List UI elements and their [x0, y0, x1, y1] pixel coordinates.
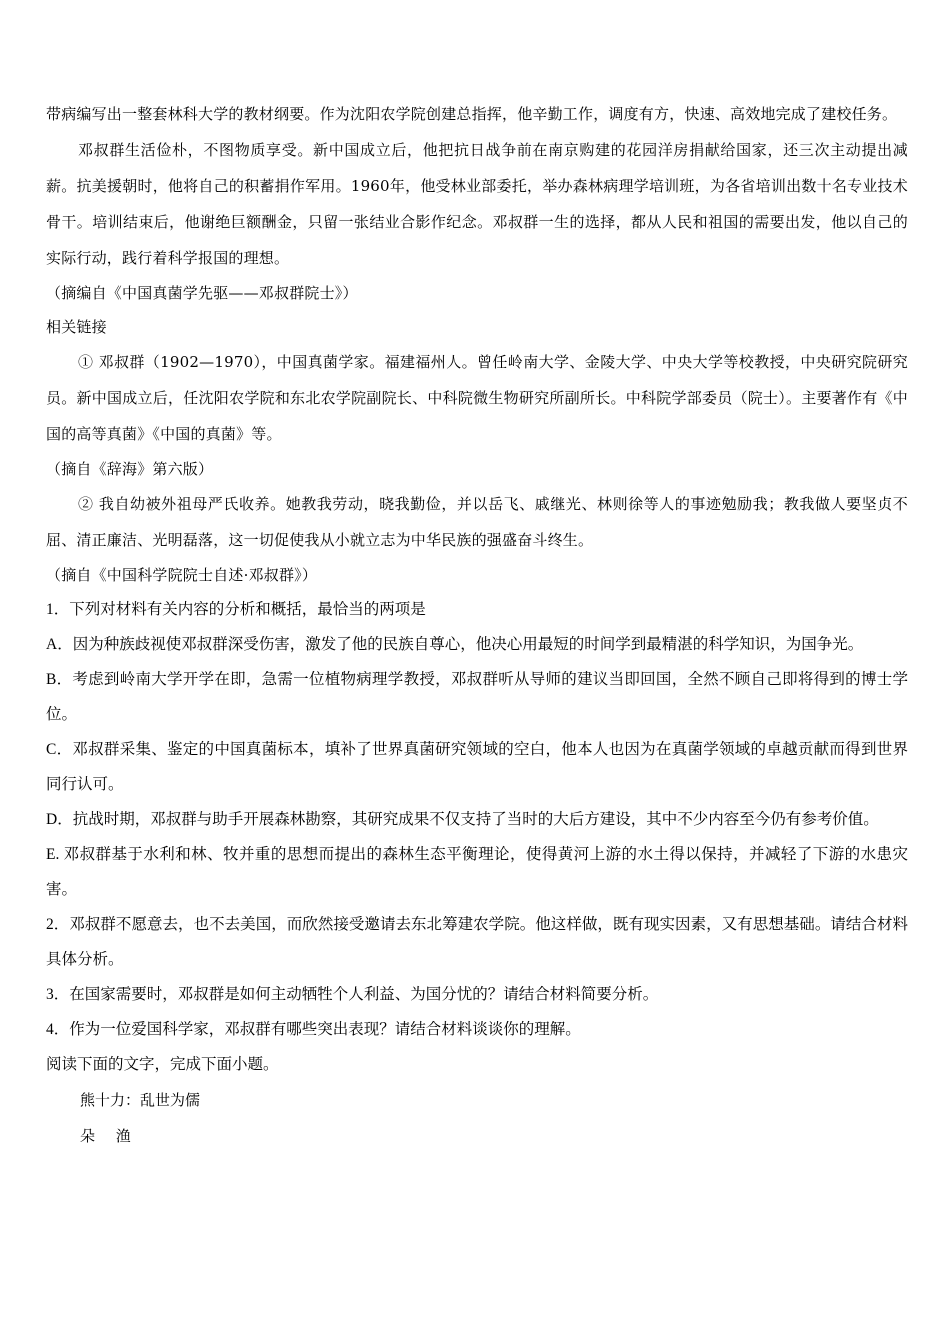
question-3: 3．在国家需要时，邓叔群是如何主动牺牲个人利益、为国分忧的？请结合材料简要分析。	[46, 986, 659, 1003]
reading-author: 朵 渔	[80, 1127, 139, 1145]
question-1-option-c: C．邓叔群采集、鉴定的中国真菌标本，填补了世界真菌研究领域的空白，他本人也因为在真菌学领域的卓越贡献而得到世界同行认可。	[46, 741, 908, 793]
question-1-option-a: A．因为种族歧视使邓叔群深受伤害，激发了他的民族自尊心，他决心用最短的时间学到最精湛的科学知识，为国争光。	[46, 636, 864, 653]
question-4: 4．作为一位爱国科学家，邓叔群有哪些突出表现？请结合材料谈谈你的理解。	[46, 1021, 581, 1038]
question-2: 2．邓叔群不愿意去，也不去美国，而欣然接受邀请去东北筹建农学院。他这样做，既有现实因素，又有思想基础。请结合材料具体分析。	[46, 916, 908, 968]
related-link-1: ① 邓叔群（1902—1970），中国真菌学家。福建福州人。曾任岭南大学、金陵大学、中央大学等校教授，中央研究院研究员。新中国成立后，任沈阳农学院和东北农学院副院长、中科院微生物研究所副所长。中科院学部委员（院士）。主要著作有《中国的高等真菌》《中国的真菌》等。	[46, 353, 908, 443]
reading-instruction: 阅读下面的文字，完成下面小题。	[46, 1056, 279, 1073]
reading-title: 熊十力：乱世为儒	[80, 1091, 201, 1109]
question-1: 1．下列对材料有关内容的分析和概括，最恰当的两项是	[46, 601, 426, 618]
related-link-1-source: （摘自《辞海》第六版）	[46, 460, 214, 478]
related-link-2: ② 我自幼被外祖母严氏收养。她教我劳动，晓我勤俭，并以岳飞、戚继光、林则徐等人的事迹勉励我；教我做人要坚贞不屈、清正廉洁、光明磊落，这一切促使我从小就立志为中华民族的强盛奋斗终生。	[46, 495, 908, 549]
article-source: （摘编自《中国真菌学先驱——邓叔群院士》）	[46, 284, 358, 302]
related-link-2-source: （摘自《中国科学院院士自述·邓叔群》）	[46, 566, 318, 584]
question-1-option-d: D．抗战时期，邓叔群与助手开展森林勘察，其研究成果不仅支持了当时的大后方建设，其中不少内容至今仍有参考价值。	[46, 811, 879, 828]
article-paragraph-1: 带病编写出一整套林科大学的教材纲要。作为沈阳农学院创建总指挥，他辛勤工作，调度有方，快速、高效地完成了建校任务。	[46, 105, 898, 123]
question-1-option-b: B．考虑到岭南大学开学在即，急需一位植物病理学教授，邓叔群听从导师的建议当即回国，全然不顾自己即将得到的博士学位。	[46, 671, 908, 723]
document-page	[46, 96, 908, 1154]
question-1-option-e: E. 邓叔群基于水利和林、牧并重的思想而提出的森林生态平衡理论，使得黄河上游的水土得以保持，并减轻了下游的水患灾害。	[46, 846, 908, 898]
article-paragraph-2: 邓叔群生活俭朴，不图物质享受。新中国成立后，他把抗日战争前在南京购建的花园洋房捐献给国家，还三次主动提出减薪。抗美援朝时，他将自己的积蓄捐作军用。1960年，他受林业部委托，举办森林病理学培训班，为各省培训出数十名专业技术骨干。培训结束后，他谢绝巨额酬金，只留一张结业合影作纪念。邓叔群一生的选择，都从人民和祖国的需要出发，他以自己的实际行动，践行着科学报国的理想。	[46, 141, 908, 267]
related-links-heading: 相关链接	[46, 318, 107, 336]
